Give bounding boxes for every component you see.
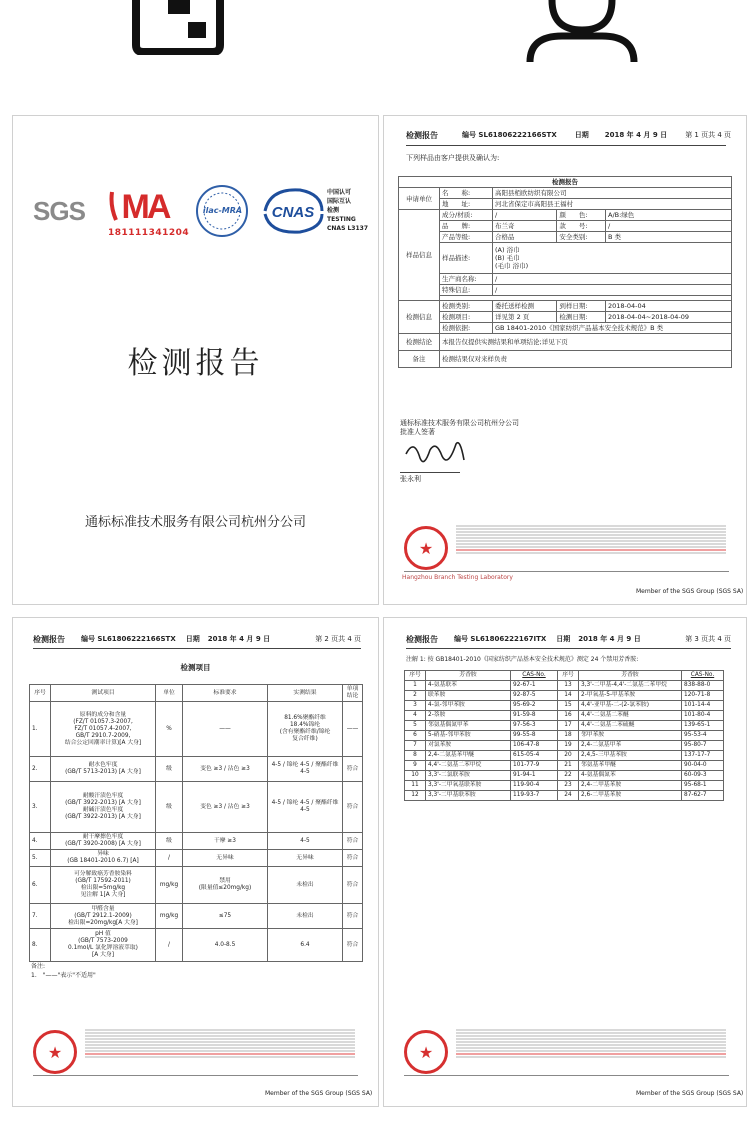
page-header: 检测报告 编号 SL61806222166STX 日期 2018 年 4 月 9 日 第 2 页共 4 页 (33, 635, 361, 644)
box-icon (128, 0, 228, 55)
report-page-2 (12, 617, 379, 1107)
fine-print (85, 1028, 355, 1059)
svg-text:CNAS: CNAS (271, 204, 315, 221)
seal-text: Hangzhou Branch Testing Laboratory (402, 574, 513, 581)
table-row: 8. pH 值 (GB/T 7573-2009 0.1mol/L 氯化钾溶液萃取) [A 大身] / 4.0-8.5 6.4 符合 (30, 929, 363, 962)
table-row: 5 邻氨基偶氮甲苯 97-56-3 17 4,4'-二氨基二苯硫醚 139-65-1 (405, 721, 724, 731)
note-text: 1. "——"表示"不适用" (31, 972, 96, 979)
cover-title: 检测报告 (127, 346, 264, 381)
note-label: 备注: (31, 963, 46, 970)
member-line: Member of the SGS Group (SGS SA) (636, 588, 744, 595)
cnas-logo (260, 186, 325, 236)
table-title: 检测项目 (180, 663, 211, 672)
table-row: 1 4-氨基联苯 92-67-1 13 3,3'-二甲基-4,4'-二氨基二苯甲烷 838-88-0 (405, 681, 724, 691)
footer-company: 通标标准技术服务有限公司杭州分公司 (400, 419, 519, 427)
table-row: 7. 甲醛含量 (GB/T 2912.1-2009) 检出限=20mg/kg[A 大身] mg/kg ≤75 未检出 符合 (30, 904, 363, 929)
accreditation-text: 中国认可 国际互认 检测 TESTING CNAS L3137 (327, 189, 369, 232)
note-text: 注解 1: 按 GB18401-2010《国家纺织产品基本安全技术规范》测定 24 个禁用芳香胺: (406, 656, 639, 663)
table-row: 6 5-硝基-邻甲苯胺 99-55-8 18 邻甲苯胺 95-53-4 (405, 731, 724, 741)
table-row: 7 对氯苯胺 106-47-8 19 2,4-二氨基甲苯 95-80-7 (405, 741, 724, 751)
page-header: 检测报告 编号 SL61806222167ITX 日期 2018 年 4 月 9 日 第 3 页共 4 页 (406, 635, 731, 644)
member-line: Member of the SGS Group (SGS SA) (636, 1090, 744, 1097)
cover-page (12, 115, 379, 605)
page-header: 检测报告 编号 SL61806222166STX 日期 2018 年 4 月 9 日 第 1 页共 4 页 (406, 131, 731, 140)
sgs-seal: ★ (404, 1030, 448, 1074)
sgs-seal: ★ (33, 1030, 77, 1074)
report-page-3 (383, 617, 747, 1107)
table-row: 2. 耐水色牢度 (GB/T 5713-2013) [A 大身] 级 变色 ≥3 / 沾色 ≥3 4-5 / 锦纶 4-5 / 聚酯纤维 4-5 符合 (30, 757, 363, 782)
table-row: 9 4,4'-二氨基二苯甲烷 101-77-9 21 邻氨基苯甲醚 90-04-0 (405, 761, 724, 771)
table-row: 3. 耐酸汗渍色牢度 (GB/T 3922-2013) [A 大身] 耐碱汗渍色牢度 (GB/T 3922-2013) [A 大身] 级 变色 ≥3 / 沾色 ≥3 4-5 / 锦纶 4-5 / 聚酯纤维 4-5 符合 (30, 782, 363, 833)
signature (402, 434, 472, 474)
table-row: 5. 异味 (GB 18401-2010 6.7) [A] / 无异味 无异味 符合 (30, 850, 363, 867)
table-row: 6. 可分解致癌芳香胺染料 (GB/T 17592-2011) 检出限=5mg/kg 见注解 1[A 大身] mg/kg 禁用 (限量值≤20mg/kg) 未检出 符合 (30, 867, 363, 904)
sgs-logo: SGS (33, 196, 85, 226)
amines-table: 序号 芳香胺 CAS-No. 序号 芳香胺 CAS-No. 1 4-氨基联苯 92-67-1 13 3,3'-二甲基-4,4'-二氨基二苯甲烷 838-88-0 2 联苯胺 92-87-5 14 2-甲氧基-5-甲基苯胺 120-71-8 3 4-氯-邻甲苯胺 95-69-2 15 4,4'-亚甲基-二-(2-氯苯胺) 101-14-4 4 2-萘胺 91-59-8 16 4,4'-二氨基二苯醚 101-80-4 5 邻氨基偶氮甲苯 97-56-3 17 4,4'-二氨基二苯硫醚 139-65-1 6 5-硝基-邻甲苯胺 99-55-8 18 邻甲苯胺 95-53-4 7 对氯苯胺 106-47-8 19 2,4-二氨基甲苯 95-80-7 8 2,4-二氨基苯甲醚 615-05-4 20 2,4,5-三甲基苯胺 137-17-7 9 4,4'-二氨基二苯甲烷 101-77-9 21 邻氨基苯甲醚 90-04-0 10 3,3'-二氯联苯胺 91-94-1 22 4-氨基偶氮苯 60-09-3 11 3,3'-二甲氧基联苯胺 119-90-4 23 2,4-二甲基苯胺 95-68-1 12 3,3'-二甲基联苯胺 119-93-7 24 2,6-二甲基苯胺 87-62-7 (404, 670, 724, 801)
table-row: 4. 耐干摩擦色牢度 (GB/T 3920-2008) [A 大身] 级 干摩 ≥3 4-5 符合 (30, 833, 363, 850)
fine-print (456, 524, 726, 555)
member-line: Member of the SGS Group (SGS SA) (265, 1090, 373, 1097)
user-icon (522, 0, 642, 65)
test-items-table: 序号 测试项目 单位 标准要求 实测结果 单项结论 1. 原料的成分和含量 (FZ/T 01057.3-2007, FZ/T 01057.4-2007, GB/T 2910.7-2009, 结合公定回潮率计算)[A 大身] % —— 81.6%聚酯纤维 18.4%锦纶 (含有聚酯纤维/锦纶 复合纤维) —— 2. 耐水色牢度 (GB/T 5713-2013) [A 大身] 级 变色 ≥3 / 沾色 ≥3 4-5 / 锦纶 4-5 / 聚酯纤维 4-5 符合 3. 耐酸汗渍色牢度 (GB/T 3922-2013) [A 大身] 耐碱汗渍色牢度 (GB/T 3922-2013) [A 大身] 级 变色 ≥3 / 沾色 ≥3 4-5 / 锦纶 4-5 / 聚酯纤维 4-5 符合 4. 耐干摩擦色牢度 (GB/T 3920-2008) [A 大身] 级 干摩 ≥3 4-5 符合 5. 异味 (GB 18401-2010 6.7) [A] / 无异味 无异味 符合 6. 可分解致癌芳香胺染料 (GB/T 17592-2011) 检出限=5mg/kg 见注解 1[A 大身] mg/kg 禁用 (限量值≤20mg/kg) 未检出 符合 7. 甲醛含量 (GB/T 2912.1-2009) 检出限=20mg/kg[A 大身] mg/kg ≤75 未检出 符合 8. pH 值 (GB/T 7573-2009 0.1mol/L 氯化钾溶液萃取) [A 大身] / 4.0-8.5 6.4 符合 (29, 684, 363, 962)
ilac-logo: ilac-MRA (195, 184, 250, 239)
table-row: 1. 原料的成分和含量 (FZ/T 01057.3-2007, FZ/T 01057.4-2007, GB/T 2910.7-2009, 结合公定回潮率计算)[A 大身] % —— 81.6%聚酯纤维 18.4%锦纶 (含有聚酯纤维/锦纶 复合纤维) —— (30, 702, 363, 757)
fine-print (456, 1028, 726, 1059)
table-row: 10 3,3'-二氯联苯胺 91-94-1 22 4-氨基偶氮苯 60-09-3 (405, 771, 724, 781)
svg-text:MA: MA (121, 188, 169, 224)
table-row: 12 3,3'-二甲基联苯胺 119-93-7 24 2,6-二甲基苯胺 87-62-7 (405, 791, 724, 801)
report-info-table: 检测报告 申请单位 名 称: 高阳县栢欧纺织有限公司 地 址: 河北省保定市高阳县王福村 样品信息 成分/材质: / 颜 色: A/B:绿色 品 牌: 布兰奇 款 号: / 产品等级: 合格品 安全类别: B 类 样品描述: (A) 浴巾 (B) 毛巾 (毛巾 浴巾) 生产商名称: / 特殊信息: / 检测信息 检测类别: 委托送样检测 到样日期: 2018-04-04 检测项目: 详见第 2 页 检测日期: 2018-04-04~2018-04-09 检测依据: GB 18401-2010《国家纺织产品基本安全技术规范》B 类 检测结论 本报告仅提供实测结果和单项结论;详见下页 备注 检测结果仅对来样负责 (398, 176, 732, 368)
table-row: 11 3,3'-二甲氧基联苯胺 119-90-4 23 2,4-二甲基苯胺 95-68-1 (405, 781, 724, 791)
intro-text: 下列样品由客户提供及确认为: (406, 154, 500, 162)
table-row: 8 2,4-二氨基苯甲醚 615-05-4 20 2,4,5-三甲基苯胺 137-17-7 (405, 751, 724, 761)
sgs-seal: ★ (404, 526, 448, 570)
cover-company: 通标标准技术服务有限公司杭州分公司 (84, 515, 306, 530)
signer-name: 张永利 (400, 475, 421, 483)
table-row: 2 联苯胺 92-87-5 14 2-甲氧基-5-甲基苯胺 120-71-8 (405, 691, 724, 701)
cma-logo: MA 181111341204 (108, 188, 190, 238)
report-page-1 (383, 115, 747, 605)
table-row: 3 4-氯-邻甲苯胺 95-69-2 15 4,4'-亚甲基-二-(2-氯苯胺) 101-14-4 (405, 701, 724, 711)
approver-label: 批准人签著 (400, 428, 435, 436)
table-row: 4 2-萘胺 91-59-8 16 4,4'-二氨基二苯醚 101-80-4 (405, 711, 724, 721)
